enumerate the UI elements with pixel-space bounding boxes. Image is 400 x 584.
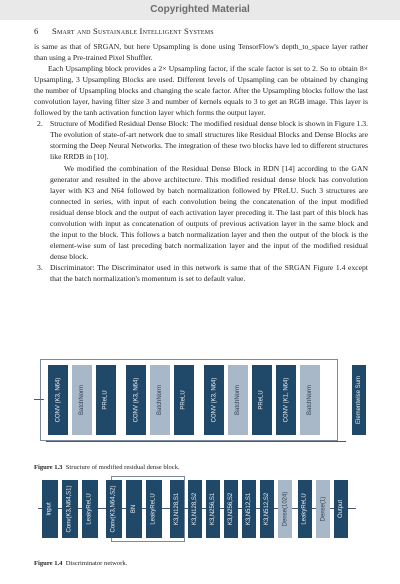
fig14-block-label: K3,N128,S2 [192,492,199,526]
caption-label: Figure 1.3 [34,464,63,471]
caption-text: Structure of modified residual dense block. [65,464,180,471]
paragraph: Each Upsampling block provides a 2× Upsampling factor, if the scale factor is set to 2. So to obtain 8× Upsampling, 3 Upsampling Blocks are used. Different levels of Upsampling can be obtained by changing the number of Upsampling blocks and changing the scale factor. After the Upsampling blocks follow the last convolution layer, having filter size 3 and number of kernels equals to 3 to get an RGB image. This layer is followed by the tanh activation function layer which forms the output layer. [34,64,368,118]
fig14-block-label: Dense(1024) [282,491,288,527]
fig14-block [188,480,202,538]
fig13-block-label: BatchNorm [157,384,164,416]
fig13-block-label: CONV (K3, N64) [133,377,139,423]
fig14-block [206,480,220,538]
fig14-block [242,480,256,538]
fig14-block [316,480,330,538]
fig14-block [298,480,312,538]
fig14-block [260,480,274,538]
fig14-block [146,480,162,538]
fig14-block [42,480,58,538]
fig14-block-label: K3,N128,S1 [174,492,181,526]
fig14-block [126,480,142,538]
input-arrow [34,399,44,400]
fig14-block-label: LeakyReLU [151,493,158,525]
paragraph: Structure of Modified Residual Dense Block: The modified residual dense block is shown in Figure 1.3. The evolution of state-of-art network due to small structures like Residual Blocks and Dense Blocks are storming the Deep Neural Networks. The integration of these two blocks have led to different structures like RRDB in [10]. [50,119,368,162]
fig14-block-label: LeakyReLU [302,493,309,525]
fig14-block [62,480,78,538]
fig13-block-label: PReLU [259,390,265,410]
fig13-block [204,365,224,435]
fig13-block [300,365,320,435]
figure-1-4-diagram [34,478,368,542]
fig14-block-label: Input [46,502,53,516]
paragraph: is same as that of SRGAN, but here Upsampling is done using TensorFlow's depth_to_space layer rather than using a Pre-trained Pixel Shuffler. [34,42,368,63]
fig13-block [72,365,92,435]
fig14-block-label: K3,N512,S2 [264,492,271,526]
figure-1-3-caption [34,464,180,471]
fig13-block [276,365,296,435]
fig13-block [96,365,116,435]
body-text [34,41,368,284]
page-number: 6 [34,26,39,36]
fig14-block-label: Conv(K3,N64,S2) [111,485,117,533]
fig13-block [48,365,68,435]
fig14-block [224,480,238,538]
skip-connection [46,441,346,442]
copyright-banner: Copyrighted Material [0,0,400,20]
fig14-block-label: LeakyReLU [87,493,94,525]
paragraph: We modified the combination of the Residual Dense Block in RDN [14] according to the GAN generator and resulted in the above architecture. This modified residual dense block has convolution layer with K3 and N64 followed by batch normalization followed by PReLU. Such 3 structures are connected in series, with input of each convolution being the concatenation of the input modified residual dense block and the output of each activation layer preceding it. The last part of this block has convolution with input as concatenation of outputs of previous activation layer in the same block and the input to the block. This follows a batch normalization layer and then the output of the block is the element-wise sum of last preceding batch normalization layer and the input of the modified residual dense block. [50,163,368,261]
figure-1-4-caption [34,560,127,567]
fig13-block [174,365,194,435]
list-item-3 [34,262,368,284]
fig13-block [126,365,146,435]
fig13-block [252,365,272,435]
fig14-block [106,480,122,538]
fig14-block [170,480,184,538]
fig13-block [352,365,366,435]
fig14-block [82,480,98,538]
fig14-block-label: Dense(1) [320,496,326,522]
running-title: Smart and Sustainable Intelligent Systems [52,26,214,36]
caption-label: Figure 1.4 [34,560,63,567]
fig13-block [150,365,170,435]
fig13-block-label: BatchNorm [307,384,314,416]
caption-text: Discriminator network. [65,560,128,567]
fig13-block-label: Elementwise Sum [356,375,362,425]
fig13-block-label: BatchNorm [235,384,242,416]
fig14-block-label: K3,N512,S1 [246,492,253,526]
running-head [34,26,214,36]
fig14-block-label: BN [131,504,137,514]
list-number: 2. [37,119,43,129]
fig13-block-label: PReLU [103,390,109,410]
fig14-block [334,480,348,538]
fig13-block [228,365,248,435]
list-number: 3. [37,262,43,272]
figure-1-3-diagram [34,355,368,445]
fig14-block-label: Conv(K3,N64,S1) [67,485,73,533]
fig14-block-label: K3,N256,S2 [228,492,235,526]
fig13-block-label: BatchNorm [79,384,86,416]
fig13-block-label: CONV (K1, N64) [283,377,289,423]
fig13-block-label: CONV (K3, N64) [55,377,61,423]
fig14-block-label: K3,N256,S1 [210,492,217,526]
fig14-block [278,480,292,538]
fig14-block-label: Output [338,499,345,519]
list-item-2 [34,118,368,262]
fig13-block-label: PReLU [181,390,187,410]
fig13-block-label: CONV (K3, N64) [211,377,217,423]
paragraph: Discriminator: The Discriminator used in this network is same that of the SRGAN Figure 1.4 except that the batch normalization's momentum is set to default value. [50,262,368,283]
